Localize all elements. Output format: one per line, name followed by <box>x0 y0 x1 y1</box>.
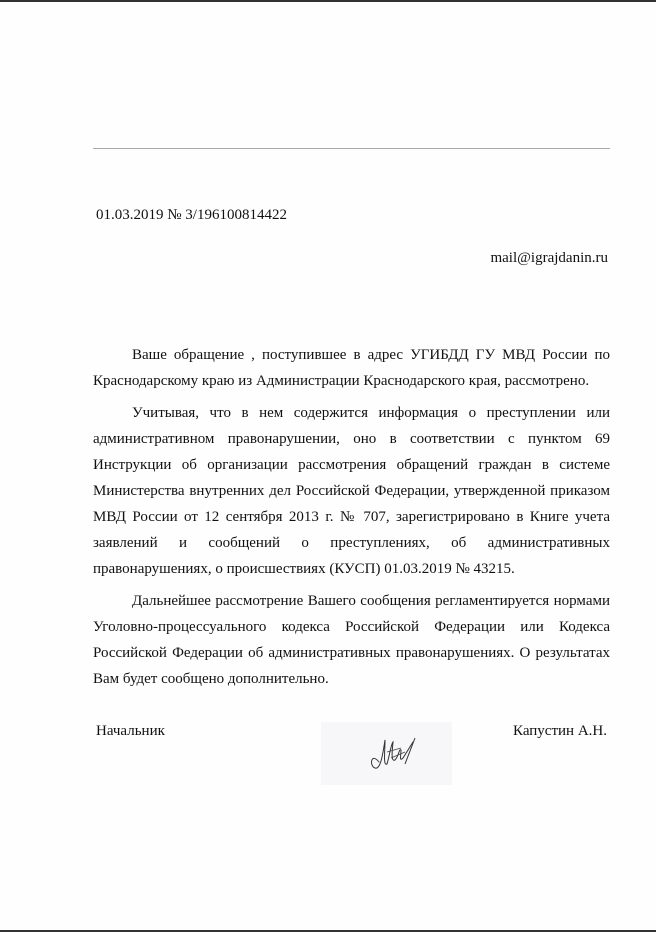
paragraph-2: Учитывая, что в нем содержится информация о преступлении или административном правонарушении, оно в соответствии с пунктом 69 Инструкции об организации рассмотрения обращений граждан в системе Министерства внутренних дел Российской Федерации, утвержденной приказом МВД России от 12 сентября 2013 г. № 707, зарегистрировано в Книге учета заявлений и сообщений о преступлениях, об административных правонарушениях, о происшествиях (КУСП) 01.03.2019 № 43215. <box>93 405 610 577</box>
paragraph-1: Ваше обращение , поступившее в адрес УГИБДД ГУ МВД России по Краснодарскому краю из Администрации Краснодарского края, рассмотрено. <box>93 347 610 389</box>
registration-number: 01.03.2019 № 3/196100814422 <box>96 207 287 223</box>
header-divider <box>93 148 610 149</box>
paragraph-3: Дальнейшее рассмотрение Вашего сообщения регламентируется нормами Уголовно-процессуального кодекса Российской Федерации или Кодекса Российской Федерации об административных правонарушениях. О результатах Вам будет сообщено дополнительно. <box>93 593 610 687</box>
recipient-email: mail@igrajdanin.ru <box>490 250 608 266</box>
signatory-name: Капустин А.Н. <box>513 723 607 739</box>
signature-icon <box>321 722 452 785</box>
letter-body <box>93 342 610 698</box>
signatory-title: Начальник <box>96 723 165 739</box>
page-top-edge <box>0 0 656 2</box>
signature-image <box>321 722 452 785</box>
